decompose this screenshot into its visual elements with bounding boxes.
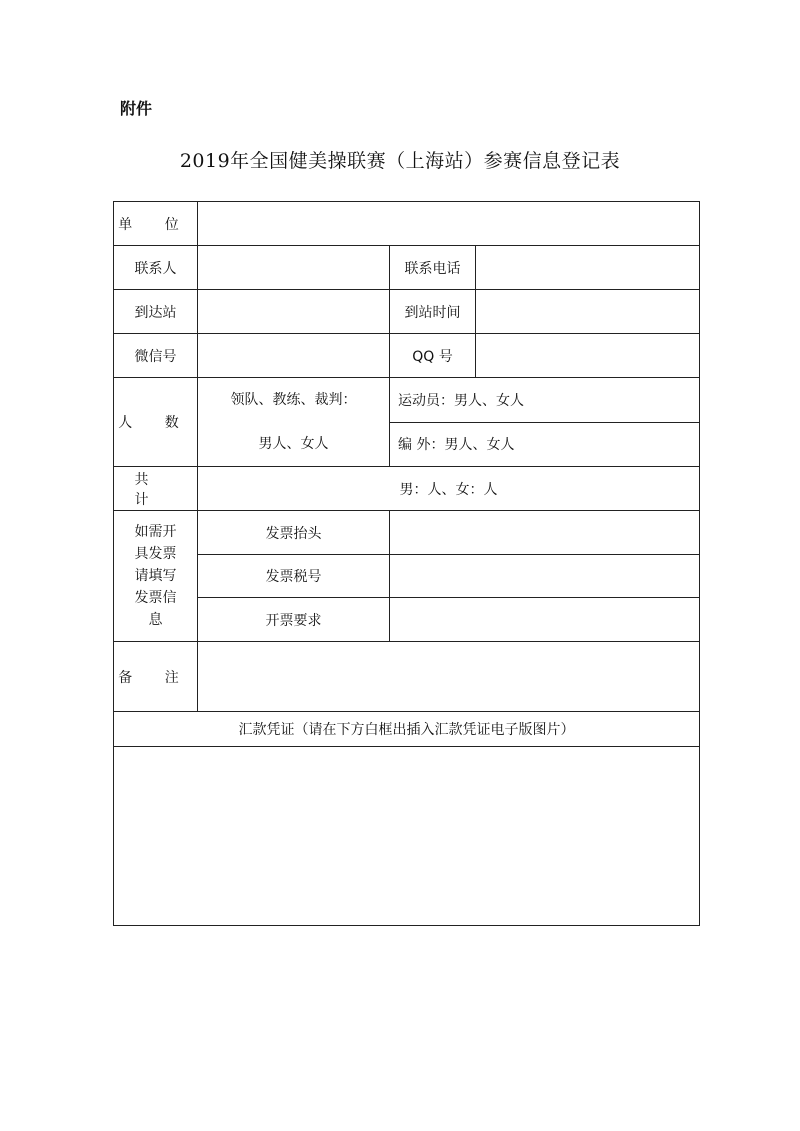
contact-phone-label: 联系电话 — [390, 246, 476, 290]
arrival-time-field[interactable] — [476, 290, 700, 334]
row-wechat — [114, 334, 700, 378]
invoice-title-field[interactable] — [390, 511, 700, 555]
unit-label: 单 位 — [114, 202, 198, 246]
remittance-label: 汇款凭证（请在下方白框出插入汇款凭证电子版图片） — [114, 712, 700, 747]
row-arrival — [114, 290, 700, 334]
row-remittance-label — [114, 712, 700, 747]
invoice-tax-field[interactable] — [390, 555, 700, 598]
remittance-image-box[interactable] — [114, 747, 700, 926]
qq-field[interactable] — [476, 334, 700, 378]
arrival-time-label: 到站时间 — [390, 290, 476, 334]
row-total — [114, 467, 700, 511]
wechat-label: 微信号 — [114, 334, 198, 378]
contact-label: 联系人 — [114, 246, 198, 290]
remarks-label: 备 注 — [114, 642, 198, 712]
row-remittance-box — [114, 747, 700, 926]
attachment-label: 附件 — [120, 99, 153, 118]
headcount-label: 人 数 — [114, 378, 198, 467]
invoice-requirement-label: 开票要求 — [198, 598, 390, 642]
staff-line-2: 男人、女人 — [258, 436, 329, 452]
registration-form — [113, 201, 700, 926]
arrival-station-label: 到达站 — [114, 290, 198, 334]
wechat-field[interactable] — [198, 334, 390, 378]
invoice-tax-label: 发票税号 — [198, 555, 390, 598]
athletes-field[interactable]: 运动员：男人、女人 — [390, 378, 700, 423]
arrival-station-field[interactable] — [198, 290, 390, 334]
total-field[interactable]: 男：人、女：人 — [198, 467, 700, 511]
invoice-title-label: 发票抬头 — [198, 511, 390, 555]
staff-cell[interactable] — [198, 378, 390, 467]
row-remarks — [114, 642, 700, 712]
invoice-info-label: 如需开具发票请填写发票信息 — [114, 511, 198, 642]
row-invoice-title — [114, 511, 700, 555]
staff-line-1: 领队、教练、裁判： — [230, 392, 357, 408]
contact-phone-field[interactable] — [476, 246, 700, 290]
remarks-field[interactable] — [198, 642, 700, 712]
page-title: 2019年全国健美操联赛（上海站）参赛信息登记表 — [179, 150, 621, 172]
row-invoice-req — [114, 598, 700, 642]
qq-label: QQ 号 — [390, 334, 476, 378]
contact-field[interactable] — [198, 246, 390, 290]
row-contact — [114, 246, 700, 290]
unit-field[interactable] — [198, 202, 700, 246]
row-invoice-tax — [114, 555, 700, 598]
row-unit — [114, 202, 700, 246]
row-headcount-1 — [114, 378, 700, 423]
total-label: 共 计 — [114, 467, 198, 511]
extra-field[interactable]: 编 外：男人、女人 — [390, 422, 700, 467]
invoice-requirement-field[interactable] — [390, 598, 700, 642]
